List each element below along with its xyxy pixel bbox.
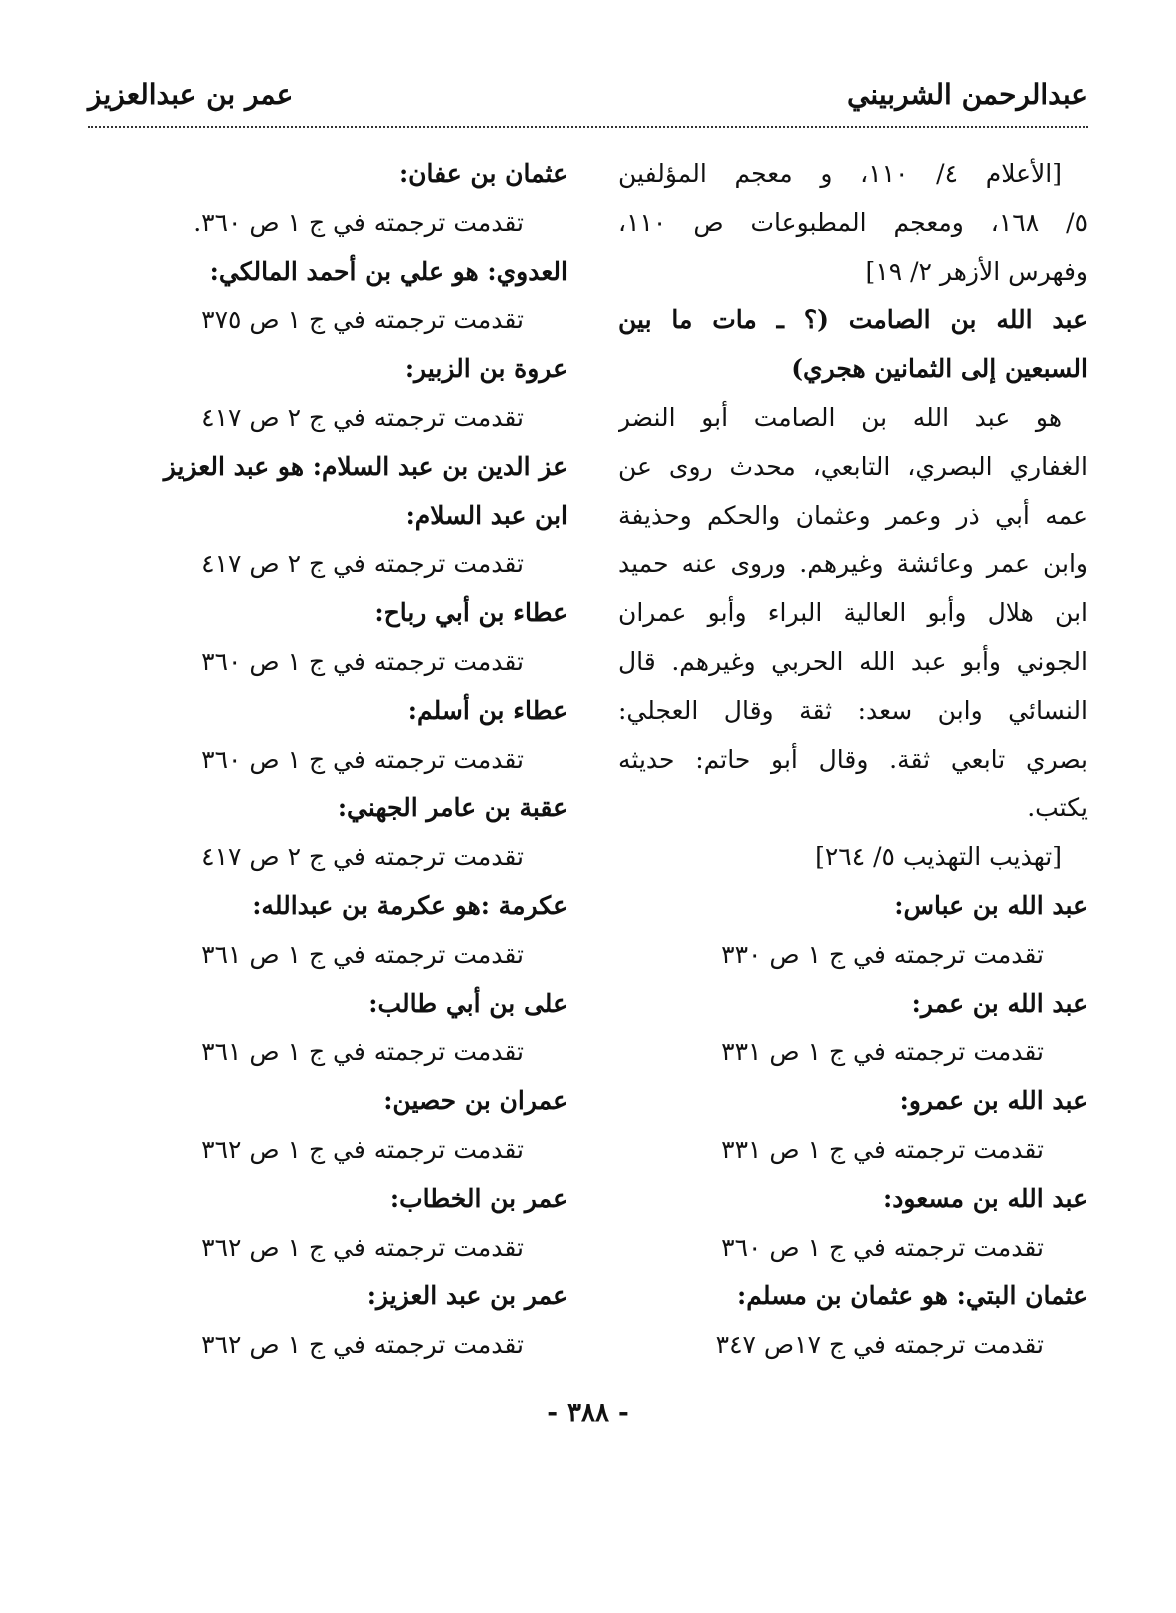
entry-heading-line: عروة بن الزبير: [404, 354, 568, 384]
text-line: ابن هلال وأبو العالية البراء وأبو عمران [618, 598, 1088, 628]
entry-heading-line: عقبة بن عامر الجهني: [337, 793, 568, 823]
cross-reference-line: تقدمت ترجمته في ج ١ ص ٣٦٢ [201, 1232, 524, 1262]
header-dotted-rule [88, 126, 1088, 128]
entry-heading-line: عز الدين بن عبد السلام: هو عبد العزيز [163, 451, 568, 481]
cross-reference-line: تقدمت ترجمته في ج ١ ص ٣٧٥ [201, 305, 524, 335]
entry-heading-line: عطاء بن أبي رباح: [374, 598, 568, 628]
cross-reference-line: تقدمت ترجمته في ج ١٧ص ٣٤٧ [715, 1330, 1044, 1360]
entry-heading-line: السبعين إلى الثمانين هجري) [791, 354, 1088, 384]
cross-reference-line: تقدمت ترجمته في ج ١ ص ٣٦١ [201, 939, 524, 969]
entry-heading-line: عطاء بن أسلم: [407, 695, 568, 725]
cross-reference-line: تقدمت ترجمته في ج ١ ص ٣٦٢ [201, 1330, 524, 1360]
entry-heading-line: عبد الله بن عباس: [894, 890, 1088, 920]
cross-reference-line: تقدمت ترجمته في ج ١ ص ٣٦٠ [201, 744, 524, 774]
entry-heading-line: ابن عبد السلام: [405, 500, 568, 530]
header-subject: عمر بن عبدالعزيز [88, 78, 294, 111]
text-line: [تهذيب التهذيب ٥/ ٢٦٤] [815, 842, 1062, 872]
cross-reference-line: تقدمت ترجمته في ج ٢ ص ٤١٧ [201, 842, 524, 872]
text-line: ٥/ ١٦٨، ومعجم المطبوعات ص ١١٠، [618, 207, 1088, 237]
right-column [618, 150, 1088, 1370]
entry-heading-line: عبد الله بن مسعود: [883, 1183, 1088, 1213]
entry-heading-line: عثمان البتي: هو عثمان بن مسلم: [737, 1281, 1088, 1311]
left-column [88, 150, 568, 1370]
text-line: الجوني وأبو عبد الله الحربي وغيرهم. قال [618, 646, 1088, 676]
entry-heading-line: عثمان بن عفان: [398, 159, 568, 188]
cross-reference-line: تقدمت ترجمته في ج ٢ ص ٤١٧ [201, 549, 524, 579]
text-line: الغفاري البصري، التابعي، محدث روى عن [618, 451, 1088, 481]
text-line: النسائي وابن سعد: ثقة وقال العجلي: [618, 695, 1088, 725]
text-line: عمه أبي ذر وعمر وعثمان والحكم وحذيفة [618, 500, 1088, 530]
entry-heading-line: عبد الله بن الصامت (؟ ـ مات ما بين [618, 305, 1088, 335]
entry-heading-line: عمر بن عبد العزيز: [366, 1281, 568, 1311]
cross-reference-line: تقدمت ترجمته في ج ١ ص ٣٦٠ [201, 646, 524, 676]
text-line: [الأعلام ٤/ ١١٠، و معجم المؤلفين [618, 159, 1063, 188]
cross-reference-line: تقدمت ترجمته في ج ١ ص ٣٣١ [721, 1134, 1044, 1164]
text-line: وابن عمر وعائشة وغيرهم. وروى عنه حميد [618, 549, 1088, 579]
page-number: - ٣٨٨ - [547, 1398, 629, 1428]
text-line: بصري تابعي ثقة. وقال أبو حاتم: حديثه [618, 744, 1088, 774]
entry-heading-line: عبد الله بن عمرو: [899, 1086, 1088, 1116]
entry-heading-line: عبد الله بن عمر: [911, 988, 1088, 1018]
entry-heading-line: عكرمة :هو عكرمة بن عبدالله: [252, 890, 568, 920]
cross-reference-line: تقدمت ترجمته في ج ١ ص ٣٦٠ [721, 1232, 1044, 1262]
entry-heading-line: عمر بن الخطاب: [389, 1183, 568, 1213]
cross-reference-line: تقدمت ترجمته في ج ١ ص ٣٣٠ [721, 939, 1044, 969]
cross-reference-line: تقدمت ترجمته في ج ٢ ص ٤١٧ [201, 402, 524, 432]
entry-heading-line: عمران بن حصين: [383, 1086, 568, 1116]
cross-reference-line: تقدمت ترجمته في ج ١ ص ٣٦٠. [193, 207, 524, 237]
cross-reference-line: تقدمت ترجمته في ج ١ ص ٣٦١ [201, 1037, 524, 1067]
cross-reference-line: تقدمت ترجمته في ج ١ ص ٣٣١ [721, 1037, 1044, 1067]
text-line: يكتب. [1027, 793, 1088, 823]
entry-heading-line: على بن أبي طالب: [368, 988, 568, 1018]
text-line: هو عبد الله بن الصامت أبو النضر [618, 402, 1062, 432]
running-header [88, 78, 1088, 126]
text-line: وفهرس الأزهر ٢/ ١٩] [865, 256, 1088, 286]
header-author: عبدالرحمن الشربيني [847, 78, 1088, 111]
cross-reference-line: تقدمت ترجمته في ج ١ ص ٣٦٢ [201, 1134, 524, 1164]
entry-heading-line: العدوي: هو علي بن أحمد المالكي: [209, 256, 568, 286]
